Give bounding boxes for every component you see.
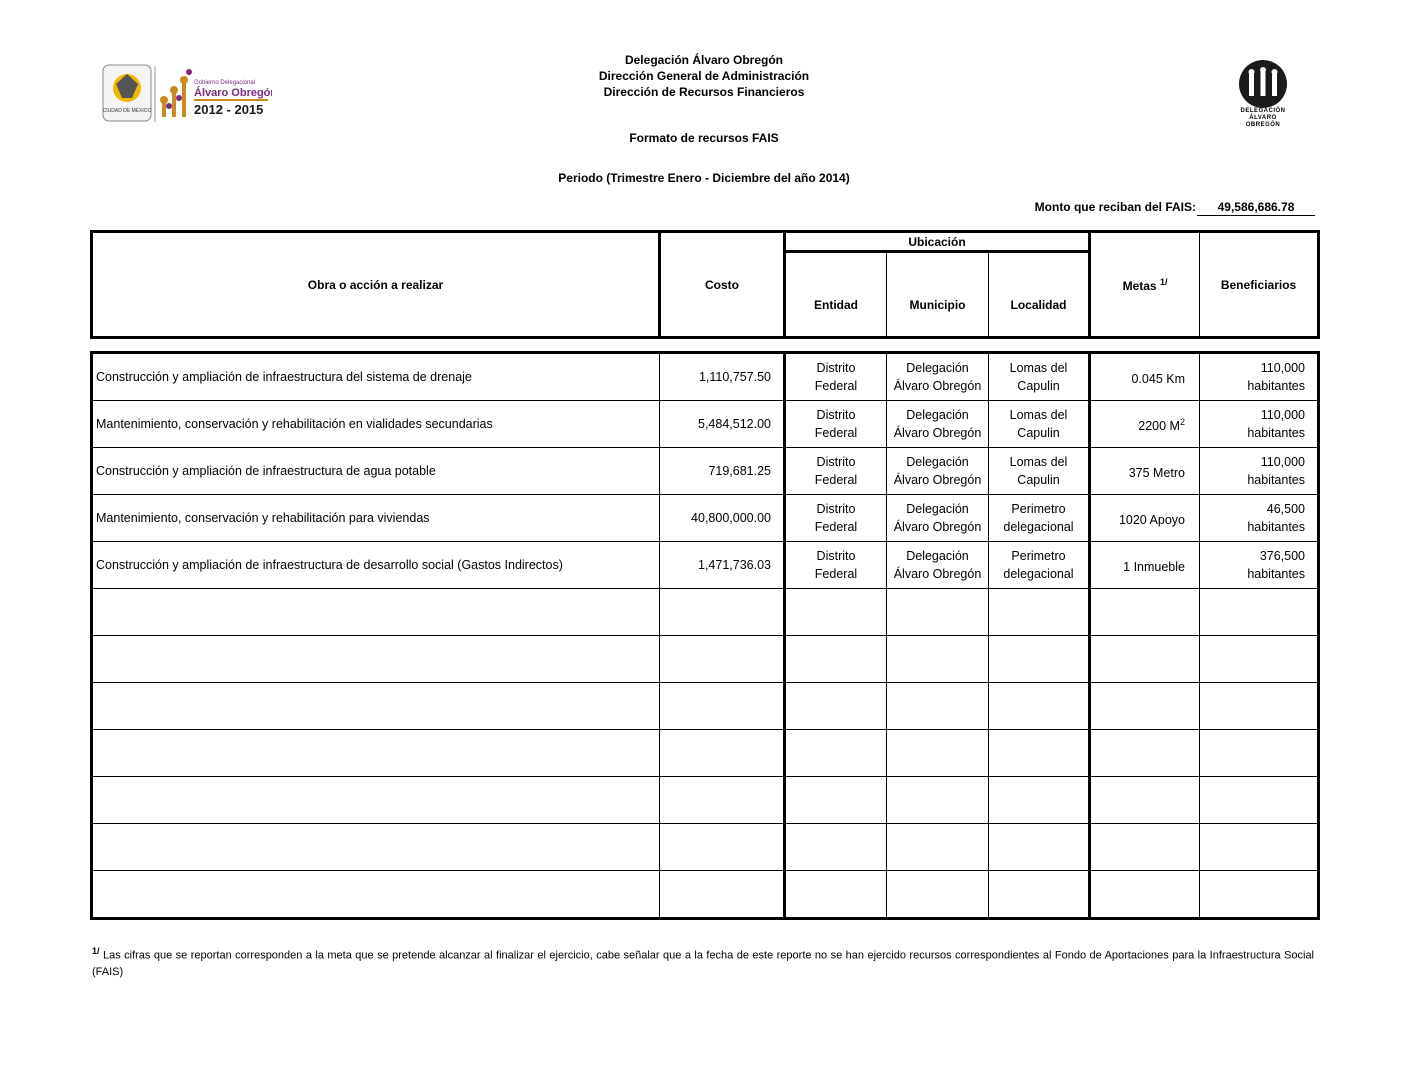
cell-costo — [660, 401, 785, 448]
cell-municipio-text: Delegación — [906, 361, 969, 375]
col-header-localidad: Localidad — [989, 252, 1090, 338]
col-header-metas-label: Metas — [1122, 278, 1157, 293]
table-row — [92, 636, 1319, 683]
cell-entidad — [785, 777, 887, 824]
cell-beneficiarios-text: 110,000 — [1260, 455, 1305, 469]
cell-localidad-text: delegacional — [1003, 520, 1074, 534]
cell-entidad — [785, 683, 887, 730]
col-header-metas-note: 1/ — [1159, 276, 1168, 287]
cell-costo — [660, 824, 785, 871]
table-header — [90, 230, 1320, 339]
table-row — [92, 589, 1319, 636]
cell-costo-text: 1,110,757.50 — [698, 370, 771, 384]
cell-localidad — [989, 353, 1090, 401]
cell-entidad — [785, 589, 887, 636]
cell-metas — [1090, 777, 1200, 824]
header-line-3: Dirección de Recursos Financieros — [603, 85, 805, 99]
cell-beneficiarios — [1200, 871, 1319, 919]
cell-entidad-text: Federal — [814, 520, 858, 534]
cell-costo — [660, 777, 785, 824]
cell-localidad-text: Perimetro — [1011, 549, 1066, 563]
delegation-logo-left — [102, 64, 272, 126]
cell-municipio — [887, 636, 989, 683]
cell-metas — [1090, 401, 1200, 448]
col-header-costo: Costo — [660, 232, 785, 338]
cell-costo-text: 5,484,512.00 — [698, 417, 771, 431]
logo-years-text: 2012 - 2015 — [194, 102, 264, 117]
cell-localidad-text: delegacional — [1003, 567, 1074, 581]
cell-entidad — [785, 542, 887, 589]
cell-costo-text: 40,800,000.00 — [691, 511, 771, 525]
table-row — [92, 871, 1319, 919]
cell-municipio-text: Delegación — [906, 549, 969, 563]
cell-beneficiarios-text: 110,000 — [1260, 408, 1305, 422]
cell-metas — [1090, 730, 1200, 777]
cell-metas — [1090, 448, 1200, 495]
col-header-obra: Obra o acción a realizar — [92, 232, 660, 338]
cell-municipio — [887, 777, 989, 824]
cell-municipio-text: Álvaro Obregón — [893, 520, 982, 534]
cell-costo-text: 719,681.25 — [708, 464, 771, 478]
cell-obra-text: Construcción y ampliación de infraestructura de desarrollo social (Gastos Indirectos) — [96, 558, 563, 572]
table-row — [92, 683, 1319, 730]
col-header-municipio: Municipio — [887, 252, 989, 338]
seal-caption-line-3: OBREGÓN — [1245, 122, 1281, 128]
cell-localidad-text: Lomas del — [1009, 361, 1068, 375]
cell-metas-text: 0.045 Km — [1131, 372, 1185, 387]
cell-entidad-text: Federal — [814, 426, 858, 440]
cell-metas — [1090, 683, 1200, 730]
cell-beneficiarios-text: 110,000 — [1260, 361, 1305, 375]
cell-localidad — [989, 824, 1090, 871]
cell-beneficiarios — [1200, 730, 1319, 777]
cell-beneficiarios-text: 376,500 — [1259, 549, 1305, 563]
cell-metas — [1090, 353, 1200, 401]
cell-metas-text: 375 Metro — [1128, 466, 1185, 481]
cell-costo — [660, 448, 785, 495]
cell-metas — [1090, 824, 1200, 871]
cell-municipio — [887, 448, 989, 495]
cell-obra-text: Mantenimiento, conservación y rehabilitación para viviendas — [96, 511, 430, 525]
cell-metas-text: 1 Inmueble — [1123, 560, 1185, 575]
cell-metas — [1090, 636, 1200, 683]
col-header-beneficiarios: Beneficiarios — [1200, 232, 1319, 338]
cell-municipio — [887, 495, 989, 542]
cell-localidad — [989, 730, 1090, 777]
cell-entidad — [785, 824, 887, 871]
cell-entidad-text: Distrito — [816, 502, 856, 516]
cell-beneficiarios-text: habitantes — [1247, 567, 1305, 581]
cell-municipio-text: Álvaro Obregón — [893, 426, 982, 440]
cell-costo — [660, 636, 785, 683]
cell-beneficiarios — [1200, 495, 1319, 542]
cell-costo — [660, 589, 785, 636]
cell-beneficiarios — [1200, 824, 1319, 871]
cell-municipio — [887, 353, 989, 401]
cell-municipio — [887, 824, 989, 871]
cell-beneficiarios — [1200, 777, 1319, 824]
cell-beneficiarios — [1200, 683, 1319, 730]
cell-obra — [92, 871, 660, 919]
cell-localidad — [989, 636, 1090, 683]
cell-obra — [92, 824, 660, 871]
seal-caption-line-2: ÁLVARO — [1249, 115, 1277, 121]
cell-costo — [660, 353, 785, 401]
cell-localidad — [989, 542, 1090, 589]
cell-localidad-text: Capulin — [1017, 426, 1060, 440]
cell-entidad — [785, 871, 887, 919]
cell-beneficiarios-text: habitantes — [1247, 379, 1305, 393]
cell-beneficiarios — [1200, 542, 1319, 589]
seal-caption — [1226, 108, 1300, 129]
cell-costo — [660, 495, 785, 542]
cell-localidad-text: Lomas del — [1009, 455, 1068, 469]
cell-localidad — [989, 448, 1090, 495]
cell-entidad — [785, 353, 887, 401]
cell-metas — [1090, 871, 1200, 919]
cell-entidad — [785, 636, 887, 683]
cell-beneficiarios — [1200, 636, 1319, 683]
cell-obra — [92, 495, 660, 542]
cell-municipio — [887, 589, 989, 636]
cell-localidad — [989, 401, 1090, 448]
cell-localidad — [989, 777, 1090, 824]
cell-entidad — [785, 495, 887, 542]
data-table — [90, 351, 1320, 920]
monto-value: 49,586,686.78 — [1197, 200, 1315, 216]
col-header-entidad: Entidad — [785, 252, 887, 338]
seal-caption-line-1: DELEGACIÓN — [1240, 108, 1286, 114]
cell-metas-text: 2200 M — [1138, 419, 1180, 434]
cell-localidad — [989, 871, 1090, 919]
cell-beneficiarios — [1200, 448, 1319, 495]
cell-beneficiarios — [1200, 353, 1319, 401]
cell-costo — [660, 542, 785, 589]
metas-superscript: 2 — [1179, 416, 1185, 427]
cell-beneficiarios-text: habitantes — [1247, 473, 1305, 487]
cell-municipio — [887, 871, 989, 919]
cell-entidad-text: Distrito — [816, 408, 856, 422]
cell-metas — [1090, 495, 1200, 542]
cell-obra — [92, 542, 660, 589]
cell-obra — [92, 448, 660, 495]
cell-costo — [660, 730, 785, 777]
cell-beneficiarios — [1200, 589, 1319, 636]
footnote — [92, 943, 1314, 980]
table-row — [92, 401, 1319, 448]
cell-localidad — [989, 495, 1090, 542]
cell-obra-text: Mantenimiento, conservación y rehabilitación en vialidades secundarias — [96, 417, 493, 431]
footnote-text: Las cifras que se reportan corresponden a la meta que se pretende alcanzar al finalizar el ejercicio, cabe señalar que a la fecha de este reporte no se han ejercido recursos correspondientes al Fondo de Aportaciones para la Infraestructura Social (FAIS) — [92, 949, 1314, 978]
cell-metas — [1090, 589, 1200, 636]
logo-gov-text: Gobierno Delegacional — [194, 80, 256, 86]
cell-obra — [92, 589, 660, 636]
cell-entidad-text: Distrito — [816, 361, 856, 375]
cell-entidad-text: Federal — [814, 567, 858, 581]
header-line-2: Dirección General de Administración — [598, 69, 810, 83]
cell-municipio — [887, 401, 989, 448]
cell-entidad-text: Federal — [814, 473, 858, 487]
cell-municipio — [887, 683, 989, 730]
cell-obra — [92, 353, 660, 401]
cell-obra — [92, 636, 660, 683]
cell-entidad-text: Federal — [814, 379, 858, 393]
col-header-metas — [1090, 232, 1200, 338]
table-row — [92, 777, 1319, 824]
cell-beneficiarios — [1200, 401, 1319, 448]
cell-entidad-text: Distrito — [816, 549, 856, 563]
col-header-ubicacion: Ubicación — [785, 232, 1090, 252]
table-row — [92, 824, 1319, 871]
cell-municipio-text: Delegación — [906, 455, 969, 469]
cell-obra — [92, 401, 660, 448]
cell-entidad — [785, 730, 887, 777]
monto-label: Monto que reciban del FAIS: — [1034, 200, 1196, 214]
cell-localidad-text: Capulin — [1017, 379, 1060, 393]
cell-beneficiarios-text: habitantes — [1247, 426, 1305, 440]
cell-costo — [660, 871, 785, 919]
cell-municipio-text: Delegación — [906, 408, 969, 422]
cell-beneficiarios-text: habitantes — [1247, 520, 1305, 534]
cell-entidad — [785, 401, 887, 448]
logo-city-text: CIUDAD DE MÉXICO — [102, 108, 152, 114]
cell-municipio-text: Álvaro Obregón — [893, 567, 982, 581]
cell-municipio-text: Álvaro Obregón — [893, 473, 982, 487]
table-row — [92, 353, 1319, 401]
table-row — [92, 542, 1319, 589]
cell-obra — [92, 777, 660, 824]
cell-localidad-text: Perimetro — [1011, 502, 1066, 516]
cell-beneficiarios-text: 46,500 — [1266, 502, 1305, 516]
cell-obra — [92, 683, 660, 730]
cell-municipio — [887, 542, 989, 589]
cell-localidad-text: Capulin — [1017, 473, 1060, 487]
table-row — [92, 448, 1319, 495]
header-line-1: Delegación Álvaro Obregón — [624, 53, 784, 67]
cell-entidad-text: Distrito — [816, 455, 856, 469]
cell-entidad — [785, 448, 887, 495]
cell-localidad-text: Lomas del — [1009, 408, 1068, 422]
cell-obra-text: Construcción y ampliación de infraestructura del sistema de drenaje — [96, 370, 472, 384]
cell-obra-text: Construcción y ampliación de infraestructura de agua potable — [96, 464, 436, 478]
table-row — [92, 730, 1319, 777]
cell-localidad — [989, 683, 1090, 730]
cell-metas-text: 1020 Apoyo — [1118, 513, 1185, 528]
cell-municipio-text: Álvaro Obregón — [893, 379, 982, 393]
logo-name-text: Álvaro Obregón — [194, 87, 272, 99]
format-title: Formato de recursos FAIS — [629, 131, 779, 145]
table-row — [92, 495, 1319, 542]
period-title: Periodo (Trimestre Enero - Diciembre del año 2014) — [558, 171, 850, 185]
cell-obra — [92, 730, 660, 777]
cell-metas — [1090, 542, 1200, 589]
cell-costo — [660, 683, 785, 730]
cell-costo-text: 1,471,736.03 — [698, 558, 771, 572]
cell-localidad — [989, 589, 1090, 636]
cell-municipio-text: Delegación — [906, 502, 969, 516]
footnote-mark: 1/ — [92, 946, 100, 956]
cell-municipio — [887, 730, 989, 777]
